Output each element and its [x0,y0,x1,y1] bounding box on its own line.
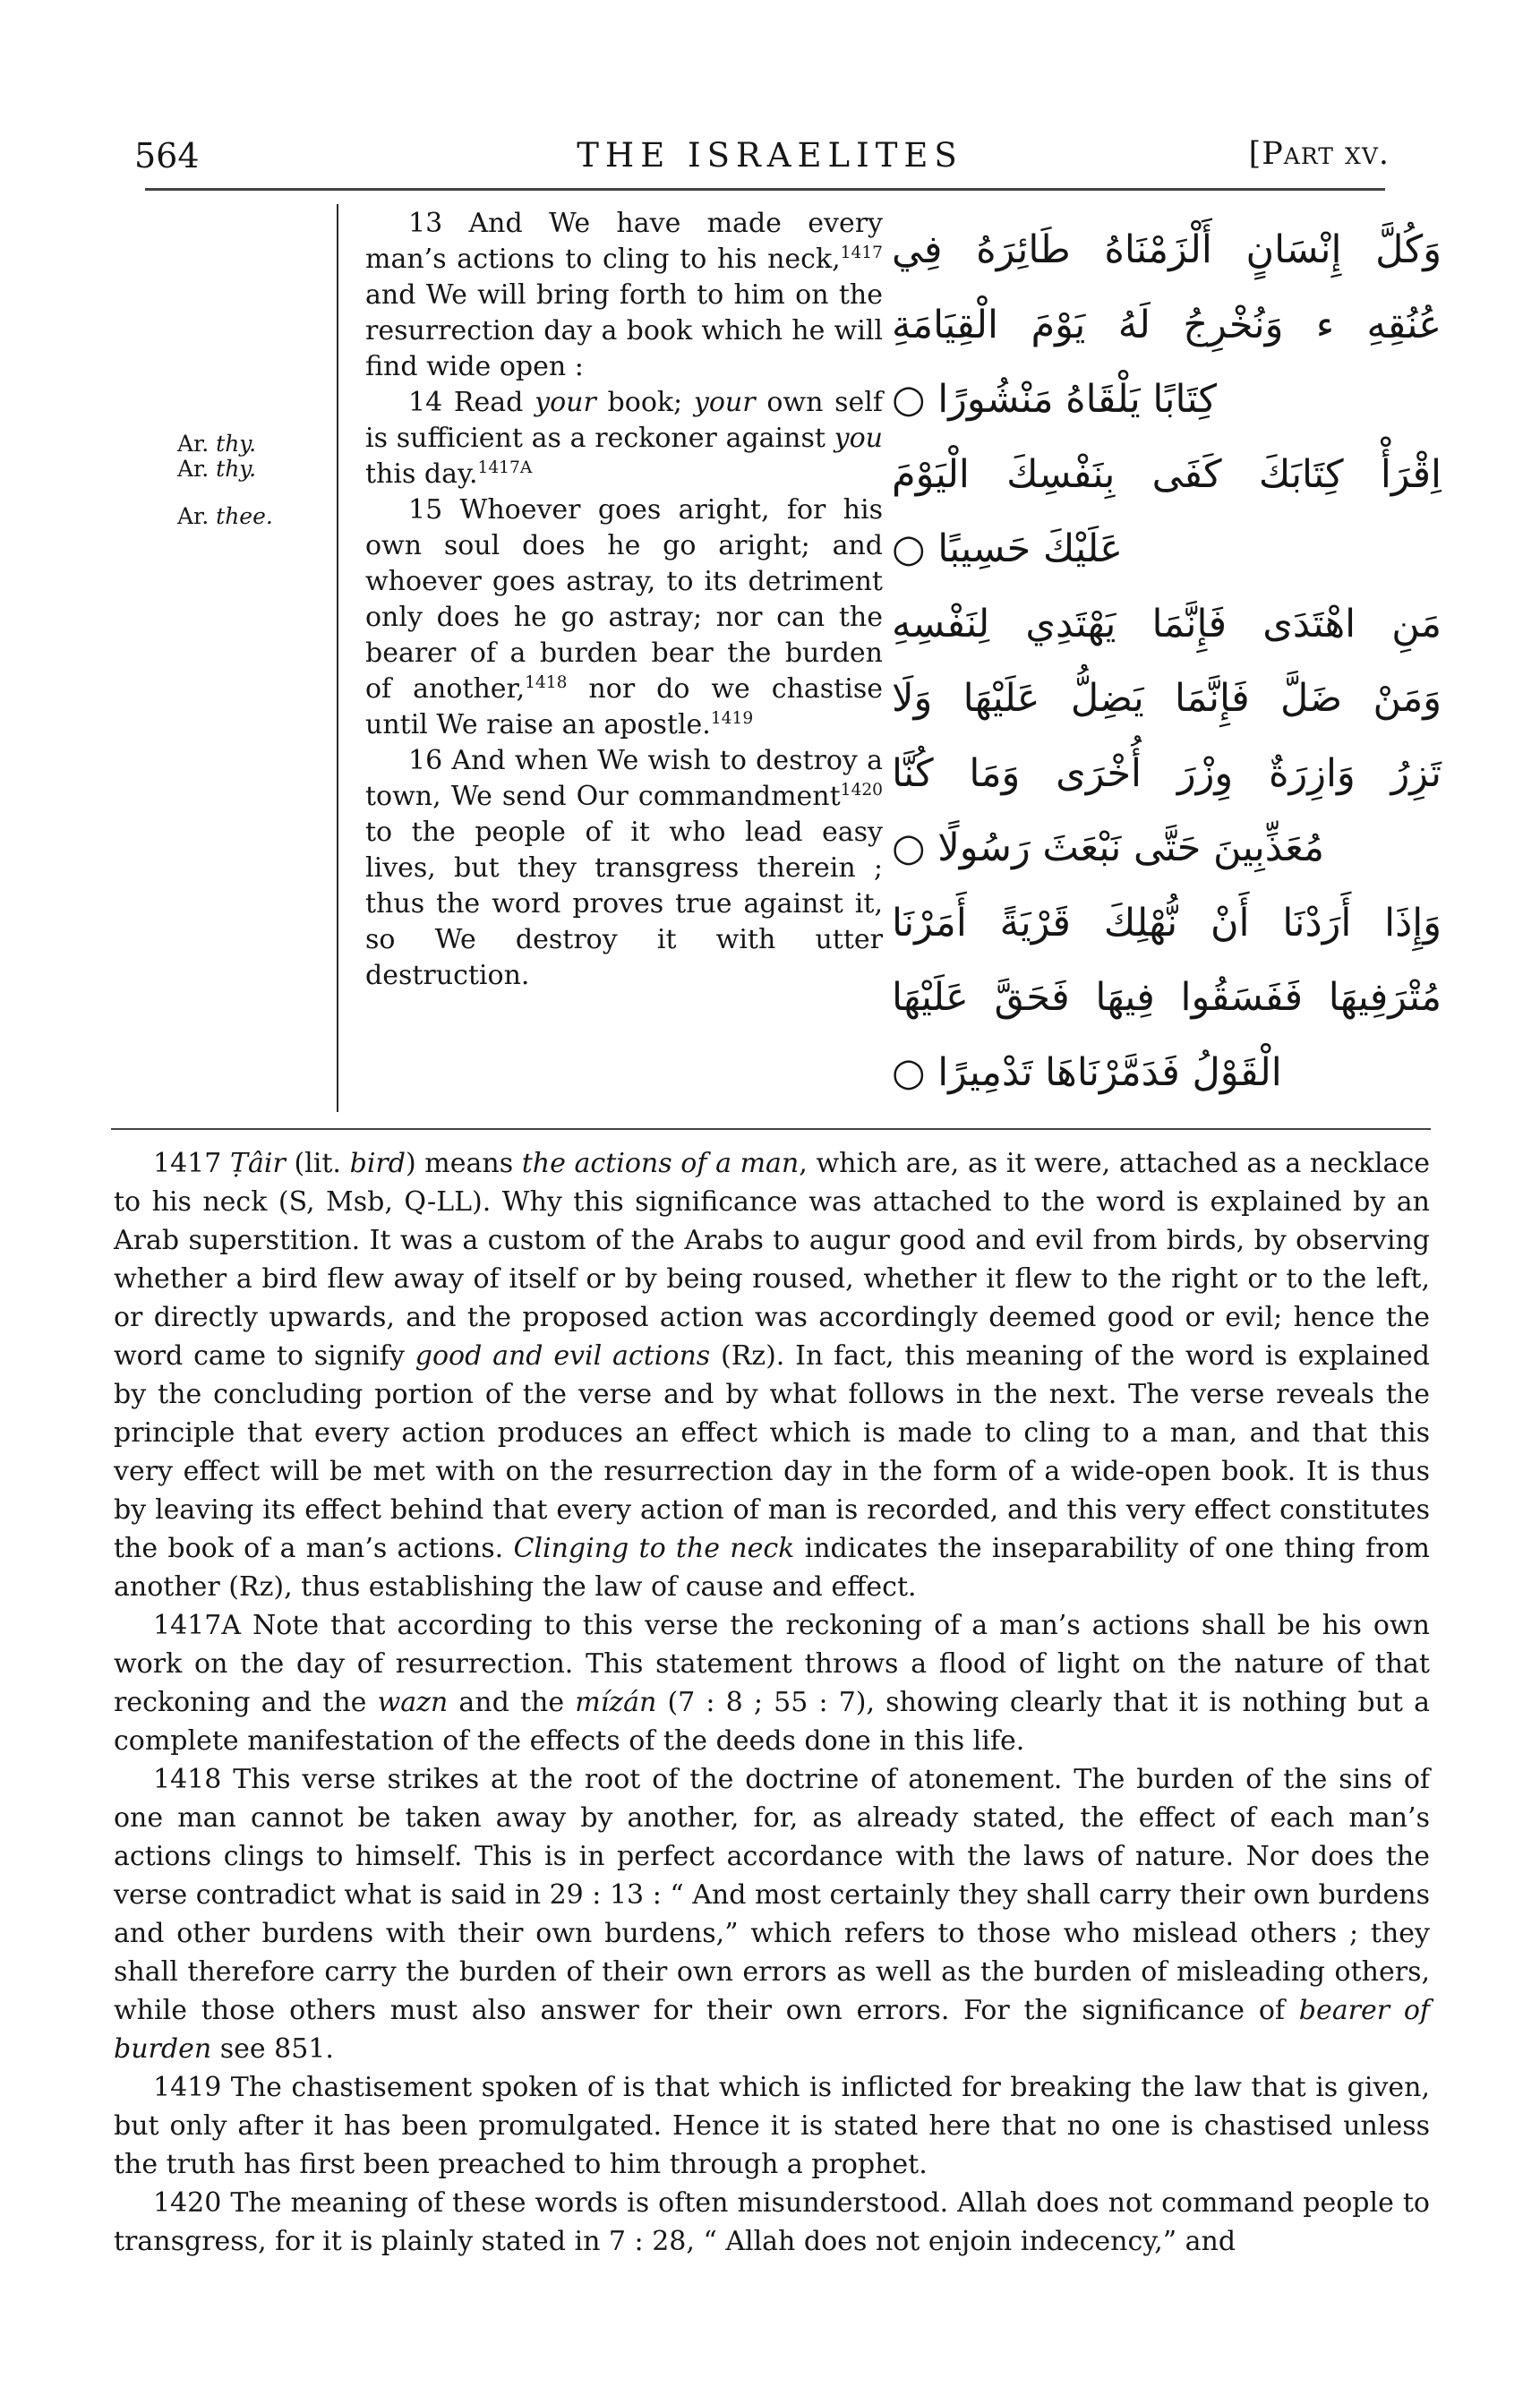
margin-note: Ar. thy. [177,456,257,482]
arabic-line-verse-end: الْقَوْلُ فَدَمَّرْنَاهَا تَدْمِيرًا ○ [892,1049,1282,1095]
arabic-line: وَكُلَّ إِنْسَانٍ أَلْزَمْنَاهُ طَائِرَهُ فِي [892,227,1442,272]
translation-column [365,206,883,994]
footnote-rule [111,1128,1431,1130]
arabic-line-verse-end: مُعَذِّبِينَ حَتَّى نَبْعَثَ رَسُولًا ○ [892,826,1325,870]
column-divider-rule [337,204,338,1112]
footnote-1417: 1417 Ṭâir (lit. bird) means the actions of a man, which are, as it were, attached as a necklace to his neck (S, Msb, Q-LL). Why this significance was attached to the word is explained by an Arab superstition. It was a custom of the Arabs to augur good and evil from birds, by observing whether a bird flew away of itself or by being roused, whether it flew to the right or to the left, or directly upwards, and the proposed action was accordingly deemed good or evil; hence the word came to signify good and evil actions (Rz). In fact, this meaning of the word is explained by the concluding portion of the verse and by what follows in the next. The verse reveals the principle that every action produces an effect which is made to cling to a man, and that this very effect will be met with on the resurrection day in the form of a wide-open book. It is thus by leaving its effect behind that every action of man is recorded, and this very effect constitutes the book of a man’s actions. Clinging to the neck indicates the inseparability of one thing from another (Rz), thus establishing the law of cause and effect. [114,1148,1430,1603]
footnote-1418: 1418 This verse strikes at the root of the doctrine of atonement. The burden of the sins of one man cannot be taken away by another, for, as already stated, the effect of each man’s actions clings to himself. This is in perfect accordance with the laws of nature. Nor does the verse contradict what is said in 29 : 13 : “ And most certainly they shall carry their own burdens and other burdens with their own burdens,” which refers to those who mislead others ; they shall therefore carry the burden of their own errors as well as the burden of misleading others, while those others must also answer for their own errors. For the significance of bearer of burden see 851. [114,1764,1430,2065]
footnote-1419: 1419 The chastisement spoken of is that which is inflicted for breaking the law that is given, but only after it has been promulgated. Hence it is stated here that no one is chastised unless the truth has first been preached to him through a prophet. [114,2072,1430,2180]
arabic-line: وَإِذَا أَرَدْنَا أَنْ نُّهْلِكَ قَرْيَةً أَمَرْنَا [892,900,1442,945]
running-title: THE ISRAELITES [577,136,963,175]
verse-15-translation: 15 Whoever goes aright, for his own soul does he go aright; and whoever goes astray, to its detriment only does he go astray; nor can the bearer of a burden bear the burden of another,$^{1418}$ nor do we chastise until We raise an apostle.$^{1419}$ [365,494,883,740]
verse-16-translation: 16 And when We wish to destroy a town, We send Our commandment$^{1420}$ to the people of it who lead easy lives, but they transgress therein ; thus the word proves true against it, so We destroy it with utter destruction. [365,745,883,991]
header-rule [145,188,1385,191]
arabic-line: مُتْرَفِيهَا فَفَسَقُوا فِيهَا فَحَقَّ عَلَيْهَا [892,975,1442,1020]
footnote-1417a: 1417A Note that according to this verse the reckoning of a man’s actions shall be his own work on the day of resurrection. This statement throws a flood of light on the nature of that reckoning and the wazn and the mízán (7 : 8 ; 55 : 7), showing clearly that it is nothing but a complete manifestation of the effects of the deeds done in this life. [114,1610,1430,1757]
arabic-line: مَنِ اهْتَدَى فَإِنَّمَا يَهْتَدِي لِنَفْسِهِ [892,601,1442,646]
arabic-line: عُنُقِهِ ء وَنُخْرِجُ لَهُ يَوْمَ الْقِيَامَةِ [892,302,1442,347]
arabic-line: تَزِرُ وَازِرَةٌ وِزْرَ أُخْرَى وَمَا كُنَّا [892,750,1442,796]
margin-note: Ar. thy. [177,431,257,457]
margin-note: Ar. thee. [177,503,273,529]
footnotes-section [114,1144,1430,2261]
arabic-text-column [892,213,1442,1110]
verse-13-translation: 13 And We have made every man’s actions to cling to his neck,$^{1417}$ and We will bring forth to him on the resurrection day a book which he will find wide open : [365,208,883,382]
arabic-line: وَمَنْ ضَلَّ فَإِنَّمَا يَضِلُّ عَلَيْهَا وَلَا [892,676,1442,721]
arabic-line-verse-end: كِتَابًا يَلْقَاهُ مَنْشُورًا ○ [892,377,1218,422]
arabic-line: اِقْرَأْ كِتَابَكَ كَفَى بِنَفْسِكَ الْيَوْمَ [892,451,1442,497]
arabic-line-verse-end: عَلَيْكَ حَسِيبًا ○ [892,526,1123,571]
page-number: 564 [134,136,200,175]
verse-14-translation: 14 Read your book; your own self is sufficient as a reckoner against you this day.$^{1417A}$ [365,387,884,490]
part-label: [Part xv. [1248,136,1390,172]
footnote-1420: 1420 The meaning of these words is often misunderstood. Allah does not command people to transgress, for it is plainly stated in 7 : 28, “ Allah does not enjoin indecency,” and [114,2187,1430,2257]
